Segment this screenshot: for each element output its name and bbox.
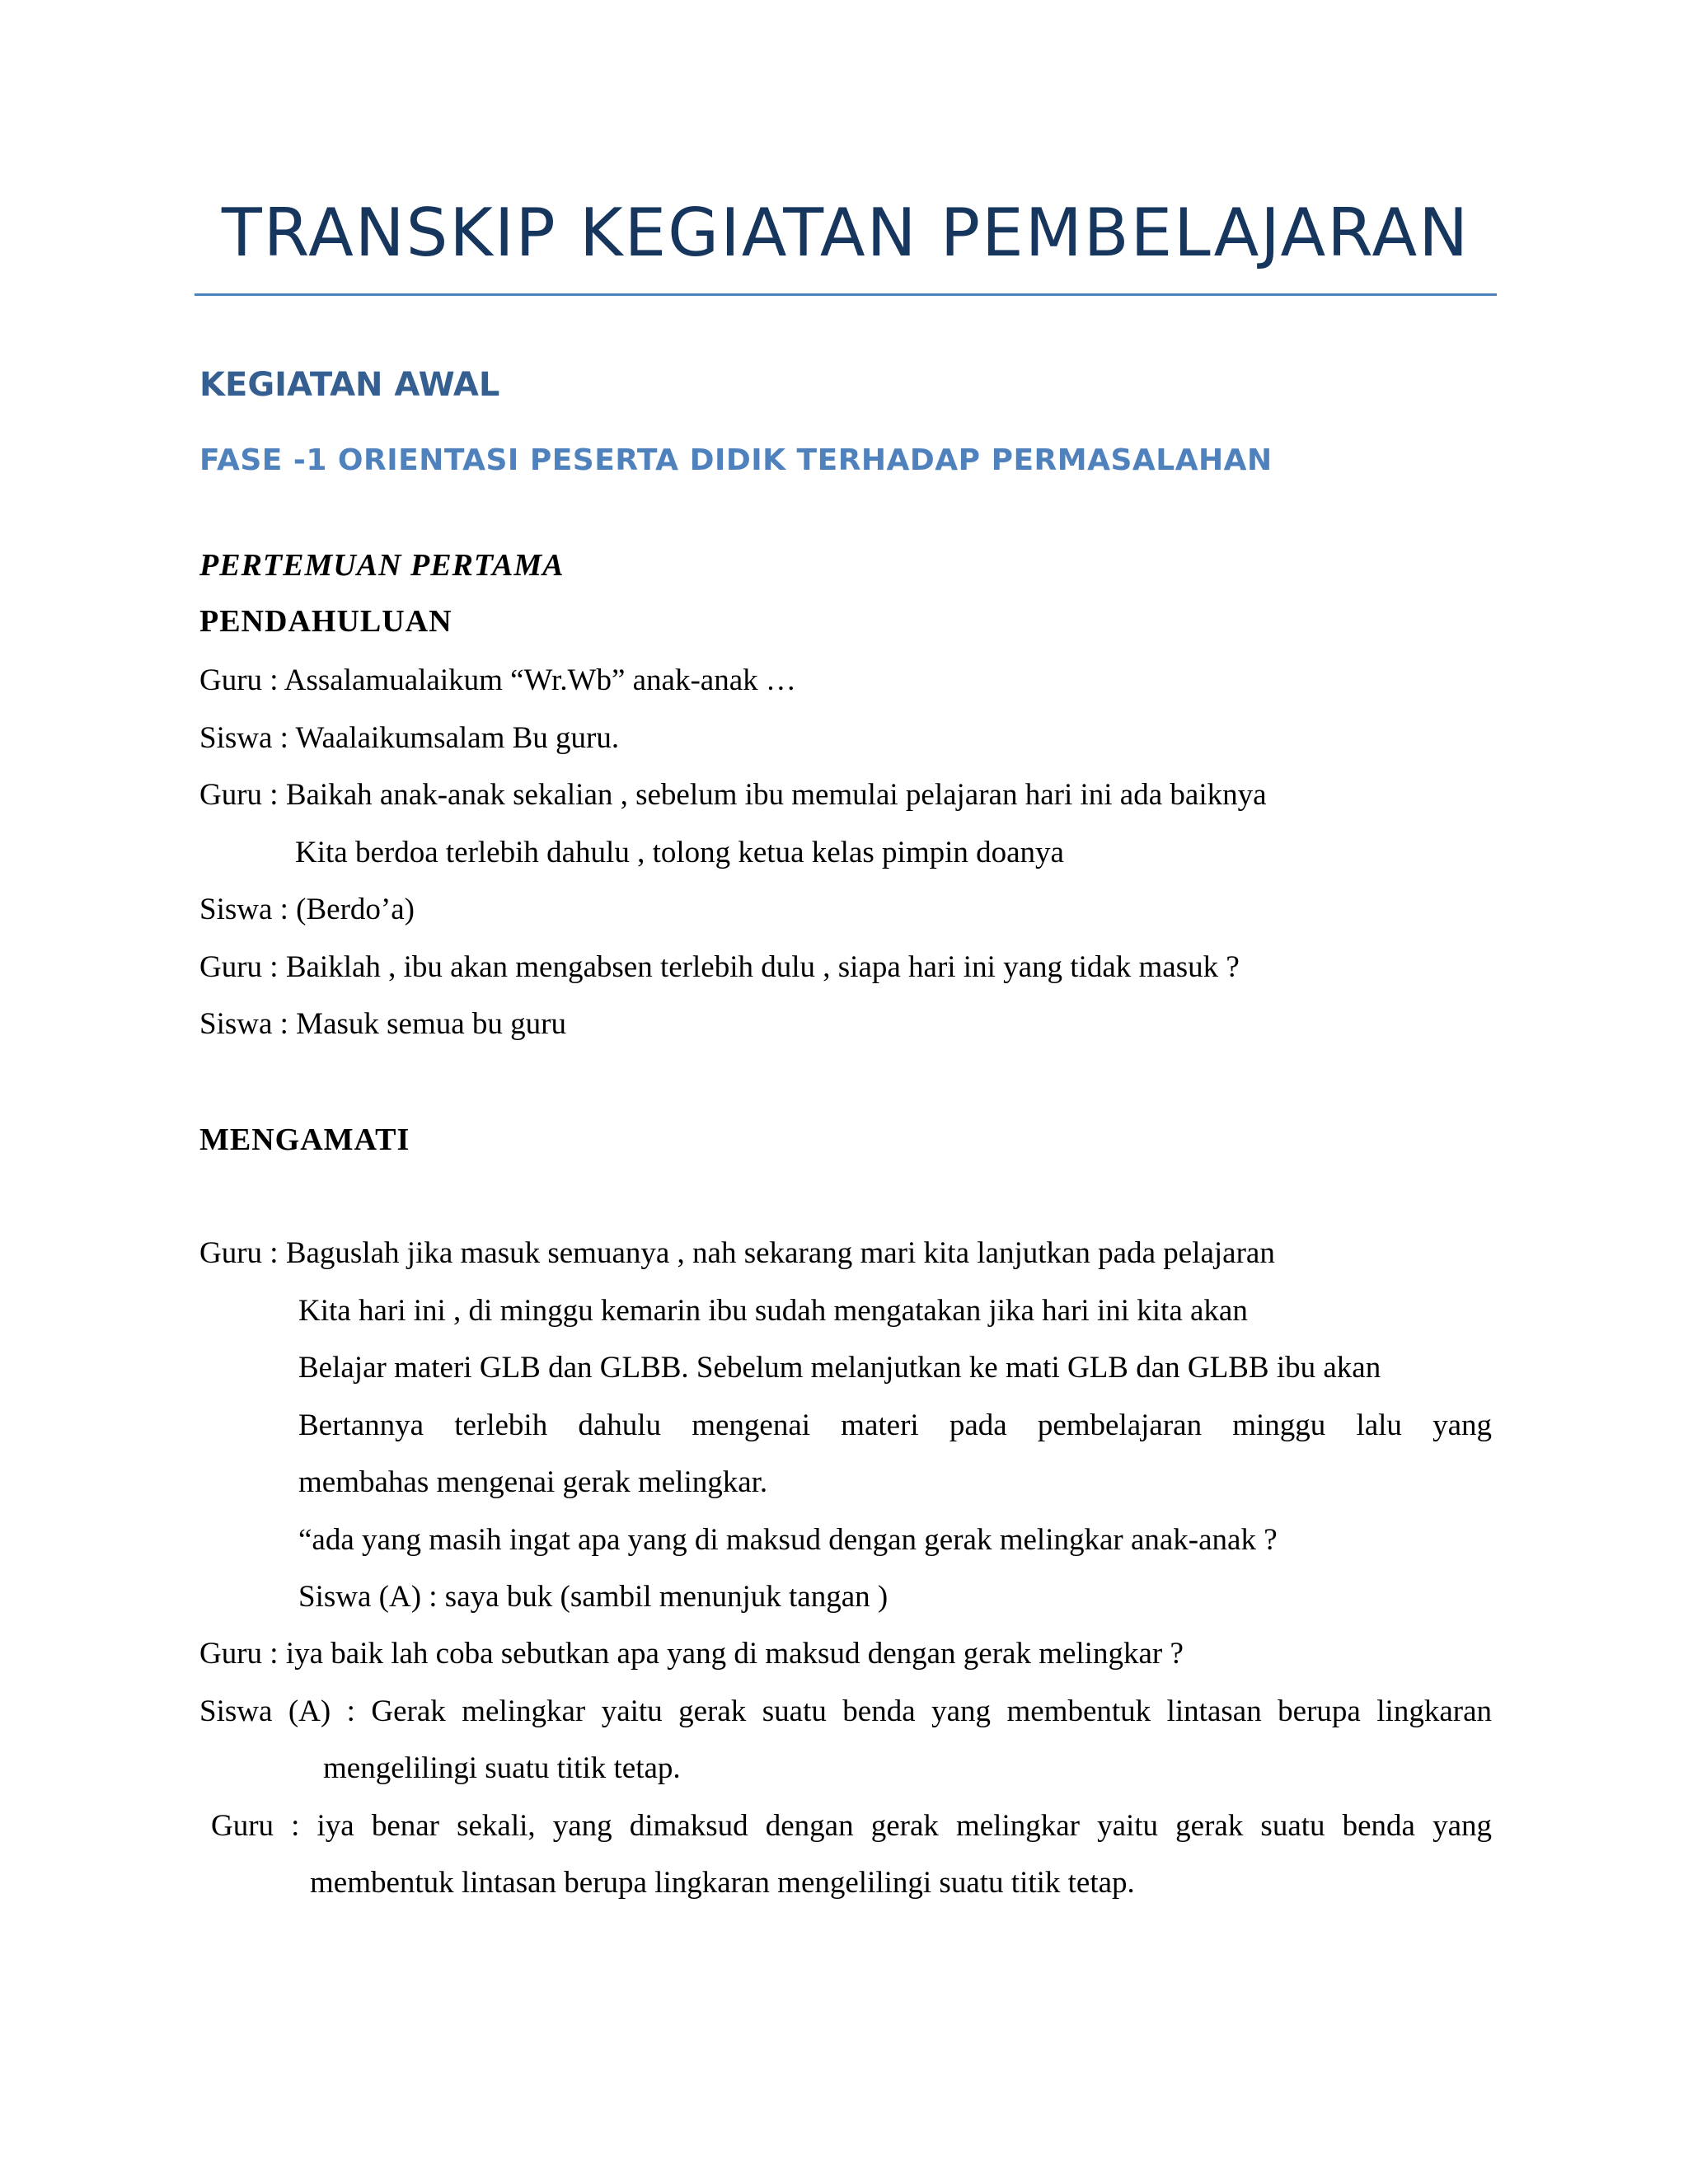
- intro-heading: PENDAHULUAN: [199, 604, 452, 639]
- intro-line: Siswa : (Berdo’a): [199, 893, 415, 926]
- meeting-heading: PERTEMUAN PERTAMA: [199, 548, 565, 583]
- observe-line: Guru : iya benar sekali, yang dimaksud dengan gerak melingkar yaitu gerak suatu benda yang: [211, 1809, 1492, 1843]
- phase-heading: FASE -1 ORIENTASI PESERTA DIDIK TERHADAP PERMASALAHAN: [199, 443, 1273, 477]
- observe-line: membahas mengenai gerak melingkar.: [298, 1465, 768, 1499]
- observe-line: “ada yang masih ingat apa yang di maksud dengan gerak melingkar anak-anak ?: [298, 1523, 1278, 1557]
- observe-line: Guru : iya baik lah coba sebutkan apa yang di maksud dengan gerak melingkar ?: [199, 1637, 1184, 1671]
- intro-line: Guru : Baikah anak-anak sekalian , sebelum ibu memulai pelajaran hari ini ada baiknya: [199, 778, 1267, 812]
- intro-line: Siswa : Masuk semua bu guru: [199, 1007, 566, 1041]
- intro-line: Guru : Assalamualaikum “Wr.Wb” anak-anak …: [199, 663, 796, 697]
- intro-line: Siswa : Waalaikumsalam Bu guru.: [199, 721, 620, 755]
- observe-line: Kita hari ini , di minggu kemarin ibu sudah mengatakan jika hari ini kita akan: [298, 1294, 1248, 1328]
- observe-line: Bertannya terlebih dahulu mengenai materi pada pembelajaran minggu lalu yang: [298, 1408, 1492, 1442]
- title-underline: [195, 293, 1497, 296]
- observe-line: Belajar materi GLB dan GLBB. Sebelum melanjutkan ke mati GLB dan GLBB ibu akan: [298, 1351, 1381, 1385]
- observe-line: Guru : Baguslah jika masuk semuanya , nah sekarang mari kita lanjutkan pada pelajaran: [199, 1236, 1275, 1270]
- observe-line: mengelilingi suatu titik tetap.: [323, 1751, 681, 1785]
- observe-line: Siswa (A) : saya buk (sambil menunjuk tangan ): [298, 1580, 889, 1614]
- observe-heading: MENGAMATI: [199, 1122, 410, 1157]
- observe-line: membentuk lintasan berupa lingkaran mengelilingi suatu titik tetap.: [310, 1866, 1135, 1900]
- section-heading: KEGIATAN AWAL: [199, 366, 500, 404]
- intro-line: Kita berdoa terlebih dahulu , tolong ketua kelas pimpin doanya: [295, 836, 1064, 869]
- document-title: TRANSKIP KEGIATAN PEMBELAJARAN: [221, 194, 1470, 271]
- intro-line: Guru : Baiklah , ibu akan mengabsen terlebih dulu , siapa hari ini yang tidak masuk ?: [199, 950, 1240, 984]
- observe-line: Siswa (A) : Gerak melingkar yaitu gerak suatu benda yang membentuk lintasan berupa lingkaran: [199, 1694, 1492, 1728]
